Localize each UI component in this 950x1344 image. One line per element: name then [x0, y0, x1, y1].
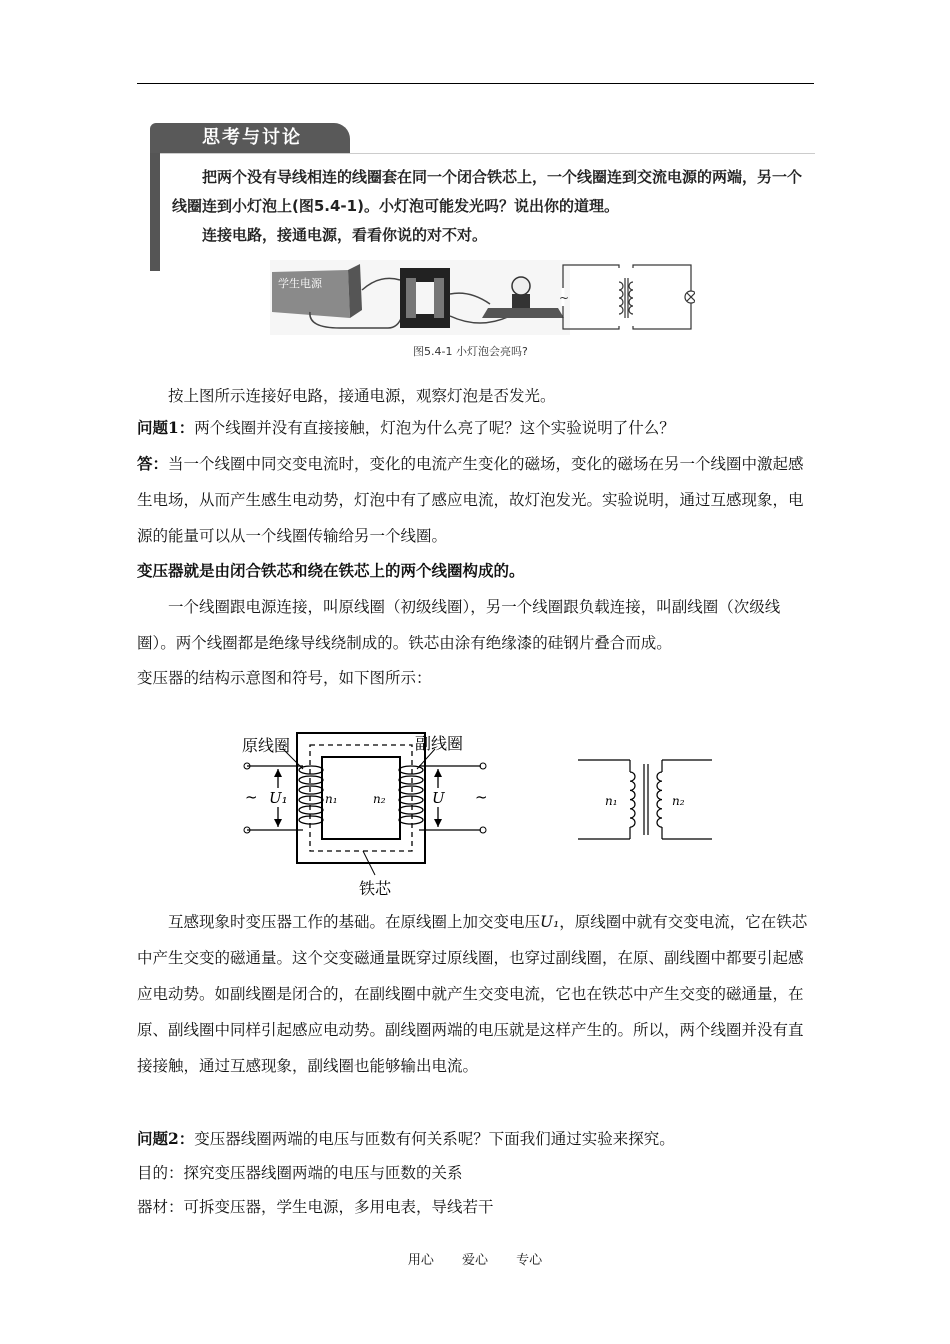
footer-word-2: 爱心 — [461, 1253, 488, 1268]
box-title: 思考与讨论 — [150, 123, 350, 153]
voltage-u-label: U — [432, 789, 445, 807]
question-2-label: 问题2： — [137, 1129, 195, 1148]
discussion-box — [150, 123, 815, 271]
primary-coil-label: 原线圈 — [242, 736, 291, 755]
svg-text:~: ~ — [559, 291, 570, 305]
answer-1 — [137, 446, 815, 554]
turns-n1-label: n₁ — [325, 792, 338, 806]
paragraph-3: 变压器的结构示意图和符号，如下图所示： — [137, 669, 432, 687]
definition: 变压器就是由闭合铁芯和绕在铁芯上的两个线圈构成的。 — [137, 561, 525, 580]
power-label: 学生电源 — [278, 277, 322, 290]
figure-caption: 图5.4-1 小灯泡会亮吗? — [413, 345, 528, 358]
box-text-2: 连接电路，接通电源，看看你说的对不对。 — [202, 226, 488, 244]
ac-symbol-right: ~ — [475, 788, 488, 806]
transformer-structure-diagram — [235, 725, 505, 900]
paragraph-2: 一个线圈跟电源连接，叫原线圈（初级线圈），另一个线圈跟负载连接，叫副线圈（次级线圈）。两个线圈都是绝缘导线绕制成的。铁芯由涂有绝缘漆的硅钢片叠合而成。 — [137, 598, 781, 652]
symbol-n1-label: n₁ — [605, 794, 618, 808]
footer-word-3: 专心 — [516, 1253, 543, 1268]
voltage-u1-label: U₁ — [269, 789, 288, 807]
footer-word-1: 用心 — [407, 1253, 434, 1268]
paragraph-1: 按上图所示连接好电路，接通电源，观察灯泡是否发光。 — [168, 387, 556, 405]
header-rule — [137, 83, 814, 84]
question-1 — [137, 410, 815, 446]
transformer-symbol — [575, 752, 715, 847]
paragraph-4-start: 互感现象时变压器工作的基础。在原线圈上加交变电压 — [168, 913, 541, 931]
experiment-photo — [270, 260, 695, 335]
secondary-coil-label: 副线圈 — [415, 734, 464, 753]
purpose-line: 目的：探究变压器线圈两端的电压与匝数的关系 — [137, 1164, 463, 1182]
core-label: 铁芯 — [359, 879, 392, 898]
answer-1-text: 当一个线圈中同交变电流时，变化的电流产生变化的磁场，变化的磁场在另一个线圈中激起感生电场，从而产生感生电动势，灯泡中有了感应电流，故灯泡发光。实验说明，通过互感现象，电源的能量可以从一个线圈传输给另一个线圈。 — [137, 455, 804, 545]
symbol-n2-label: n₂ — [672, 794, 685, 808]
turns-n2-label: n₂ — [373, 792, 386, 806]
question-1-label: 问题1： — [137, 418, 195, 437]
box-text — [172, 163, 812, 250]
answer-1-label: 答： — [137, 454, 169, 473]
question-2-text: 变压器线圈两端的电压与匝数有何关系呢？下面我们通过实验来探究。 — [194, 1130, 675, 1148]
equipment-line: 器材：可拆变压器，学生电源，多用电表，导线若干 — [137, 1198, 494, 1216]
box-text-1: 把两个没有导线相连的线圈套在同一个闭合铁芯上，一个线圈连到交流电源的两端，另一个线圈连到小灯泡上(图5.4-1)。小灯泡可能发光吗？说出你的道理。 — [172, 168, 803, 215]
paragraph-4 — [137, 904, 815, 1084]
page-footer — [0, 1249, 950, 1268]
voltage-u1-inline: U₁ — [540, 913, 560, 931]
paragraph-4-end: ，原线圈中就有交变电流，它在铁芯中产生交变的磁通量。这个交变磁通量既穿过原线圈，也穿过副线圈，在原、副线圈中都要引起感应电动势。如副线圈是闭合的，在副线圈中就产生交变电流，它也在铁芯中产生交变的磁通量，在原、副线圈中同样引起感应电动势。副线圈两端的电压就是这样产生的。所以，两个线圈并没有直接接触，通过互感现象，副线圈也能够输出电流。 — [137, 913, 808, 1075]
question-2 — [137, 1121, 815, 1157]
question-1-text: 两个线圈并没有直接接触，灯泡为什么亮了呢？这个实验说明了什么？ — [194, 419, 675, 437]
ac-symbol-left: ~ — [245, 788, 258, 806]
